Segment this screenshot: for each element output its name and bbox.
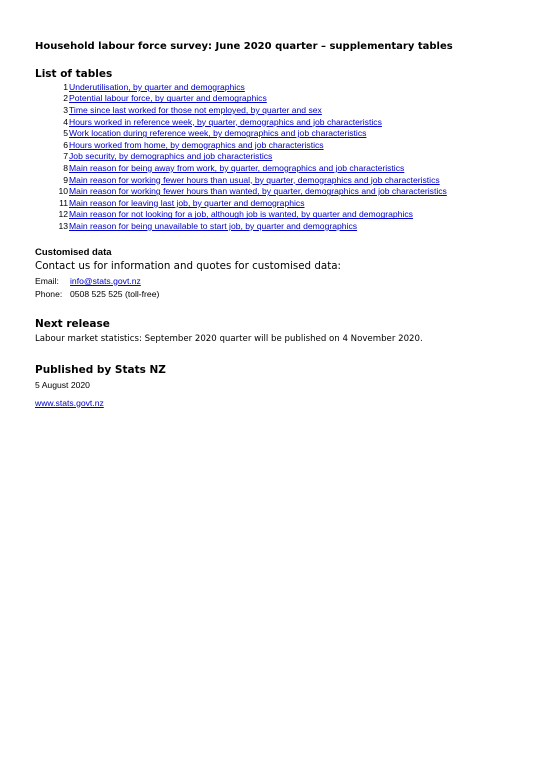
toc-item-12 [35, 209, 525, 221]
toc-number: 5 [63, 128, 68, 139]
toc-number: 9 [63, 174, 68, 185]
toc-link-job-security[interactable]: Job security, by demographics and job characteristics [69, 151, 273, 162]
contact-intro-text: Contact us for information and quotes for customised data: [35, 259, 342, 272]
toc-item-5 [35, 127, 525, 139]
next-release-text: Labour market statistics: September 2020 quarter will be published on 4 November 2020. [35, 333, 423, 344]
toc-number: 2 [63, 93, 68, 104]
toc-link-hours-worked[interactable]: Hours worked in reference week, by quarter, demographics and job characteristics [69, 116, 382, 127]
toc-number: 12 [58, 209, 68, 220]
toc-item-9 [35, 174, 525, 186]
toc-number: 4 [63, 116, 68, 127]
toc-item-6 [35, 139, 525, 151]
email-label: Email: [35, 275, 59, 286]
toc-item-2 [35, 93, 525, 105]
toc-list [35, 81, 525, 232]
toc-link-hours-from-home[interactable]: Hours worked from home, by demographics and job characteristics [69, 139, 324, 150]
next-release-heading: Next release [35, 317, 110, 330]
toc-link-underutilisation[interactable]: Underutilisation, by quarter and demographics [69, 81, 245, 92]
toc-item-4 [35, 116, 525, 128]
toc-item-13 [35, 220, 525, 232]
email-row [35, 275, 525, 288]
document-page [35, 40, 525, 410]
toc-link-potential-labour-force[interactable]: Potential labour force, by quarter and demographics [69, 93, 267, 104]
toc-link-time-since-last-worked[interactable]: Time since last worked for those not employed, by quarter and sex [69, 104, 322, 115]
toc-number: 1 [63, 81, 68, 92]
stats-website-link[interactable]: www.stats.govt.nz [35, 397, 104, 408]
phone-row [35, 288, 525, 301]
toc-number: 13 [58, 220, 68, 231]
customised-data-heading: Customised data [35, 246, 112, 258]
toc-link-fewer-hours-than-wanted[interactable]: Main reason for working fewer hours than wanted, by quarter, demographics and job characteristics [69, 186, 447, 197]
toc-number: 7 [63, 151, 68, 162]
email-link[interactable]: info@stats.govt.nz [70, 275, 141, 286]
toc-number: 6 [63, 139, 68, 150]
toc-link-away-from-work[interactable]: Main reason for being away from work, by quarter, demographics and job characteristics [69, 162, 405, 173]
document-title: Household labour force survey: June 2020 quarter – supplementary tables [35, 41, 453, 52]
toc-number: 8 [63, 162, 68, 173]
toc-item-10 [35, 185, 525, 197]
toc-item-11 [35, 197, 525, 209]
toc-item-8 [35, 162, 525, 174]
toc-link-fewer-hours-than-usual[interactable]: Main reason for working fewer hours than usual, by quarter, demographics and job characteristics [69, 174, 440, 185]
toc-item-1 [35, 81, 525, 93]
toc-number: 11 [59, 197, 68, 208]
toc-number: 3 [63, 104, 68, 115]
published-by-heading: Published by Stats NZ [35, 363, 166, 376]
toc-heading: List of tables [35, 68, 113, 80]
published-date: 5 August 2020 [35, 379, 90, 390]
toc-link-leaving-last-job[interactable]: Main reason for leaving last job, by quarter and demographics [69, 197, 305, 208]
phone-value: 0508 525 525 (toll-free) [70, 288, 160, 299]
toc-link-work-location[interactable]: Work location during reference week, by demographics and job characteristics [69, 128, 367, 139]
toc-number: 10 [58, 186, 68, 197]
toc-link-unavailable-to-start[interactable]: Main reason for being unavailable to start job, by quarter and demographics [69, 220, 358, 231]
phone-label: Phone: [35, 288, 63, 299]
toc-link-not-looking-for-job[interactable]: Main reason for not looking for a job, although job is wanted, by quarter and demographics [69, 209, 413, 220]
toc-item-7 [35, 151, 525, 163]
toc-item-3 [35, 104, 525, 116]
